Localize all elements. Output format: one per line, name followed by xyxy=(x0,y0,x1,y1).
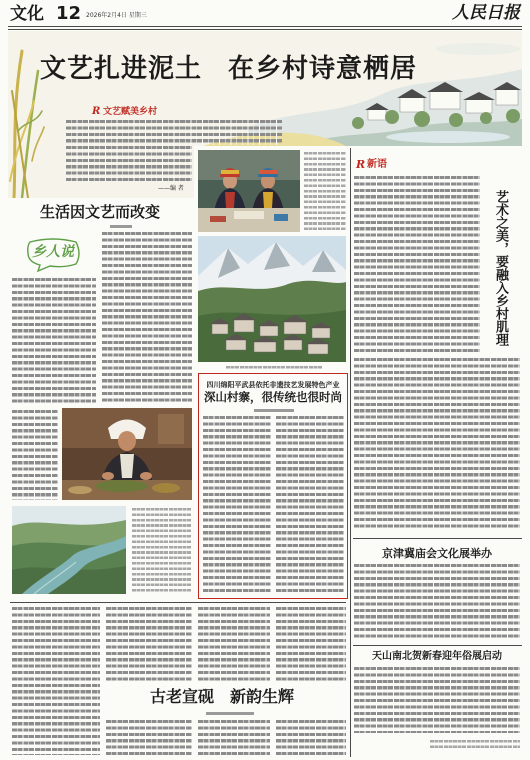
photo-caption xyxy=(226,366,322,369)
header-rule xyxy=(8,26,522,27)
page-editor-credits xyxy=(430,740,520,751)
brief-headline[interactable]: 京津冀庙会文化展举办 xyxy=(382,547,492,560)
commentary-marker-r: R xyxy=(356,158,366,171)
left-feature-headline[interactable]: 生活因文艺而改变 xyxy=(40,203,161,221)
badge-label: 乡人说 xyxy=(32,244,74,260)
bottom-feature-body xyxy=(276,720,346,756)
brief-body xyxy=(354,564,520,640)
left-feature-body xyxy=(12,278,96,404)
bottom-feature-body xyxy=(198,607,270,681)
brief-body xyxy=(354,667,520,733)
column-marker-r: R xyxy=(92,106,101,117)
section-rule xyxy=(10,602,346,603)
commentary-column-name: 新语 xyxy=(367,159,387,170)
section-rule xyxy=(353,645,522,646)
boxed-report-body xyxy=(276,416,344,594)
photo-caption xyxy=(304,152,346,230)
bottom-feature-body xyxy=(198,720,270,756)
commentary-body xyxy=(354,176,480,352)
left-feature-body xyxy=(102,232,192,404)
masthead-logo: 人民日报 xyxy=(452,3,520,23)
photo-craftswoman-at-work xyxy=(62,408,192,500)
header-rule-thin xyxy=(8,29,522,30)
photo-ethnic-women-crafting xyxy=(198,150,300,232)
boxed-report-byline xyxy=(254,409,294,412)
column-name: 文艺赋美乡村 xyxy=(103,107,158,117)
bottom-feature-byline xyxy=(206,712,254,715)
bottom-feature-body xyxy=(12,607,100,755)
issue-date: 2026年2月4日 星期三 xyxy=(86,12,147,19)
page-number: 12 xyxy=(56,3,82,24)
bottom-feature-body xyxy=(276,607,346,681)
left-feature-body xyxy=(12,410,58,500)
boxed-report-kicker: 四川绵阳平武县依托非遗技艺发展特色产业 xyxy=(206,380,340,389)
commentary-body xyxy=(354,358,520,531)
bottom-feature-headline[interactable]: 古老宣砚 新韵生辉 xyxy=(150,687,295,706)
editor-sign: ——编 者 xyxy=(158,185,184,192)
bottom-feature-body xyxy=(106,607,192,681)
photo-mountain-village xyxy=(198,236,346,362)
boxed-report-headline[interactable]: 深山村寨，很传统也很时尚 xyxy=(204,390,342,404)
banner-headline-part2[interactable]: 在乡村诗意栖居 xyxy=(228,54,418,84)
banner-intro-text-cont xyxy=(66,146,192,182)
bottom-feature-body xyxy=(106,720,192,756)
section-name: 文化 xyxy=(10,4,44,24)
section-rule xyxy=(353,538,522,539)
commentary-headline[interactable]: 艺术之美，要融入乡村肌理 xyxy=(493,190,508,346)
banner-headline-part1[interactable]: 文艺扎进泥土 xyxy=(40,54,203,84)
photo-river-valley-aerial xyxy=(12,506,126,594)
xiangrenshuo-badge xyxy=(24,238,82,272)
brief-headline[interactable]: 天山南北贺新春迎年俗展启动 xyxy=(372,651,502,662)
column-divider xyxy=(350,148,351,757)
boxed-report-body xyxy=(203,416,271,594)
banner-intro-text xyxy=(66,120,282,145)
left-feature-byline xyxy=(110,225,132,228)
photo-captions xyxy=(132,508,192,592)
